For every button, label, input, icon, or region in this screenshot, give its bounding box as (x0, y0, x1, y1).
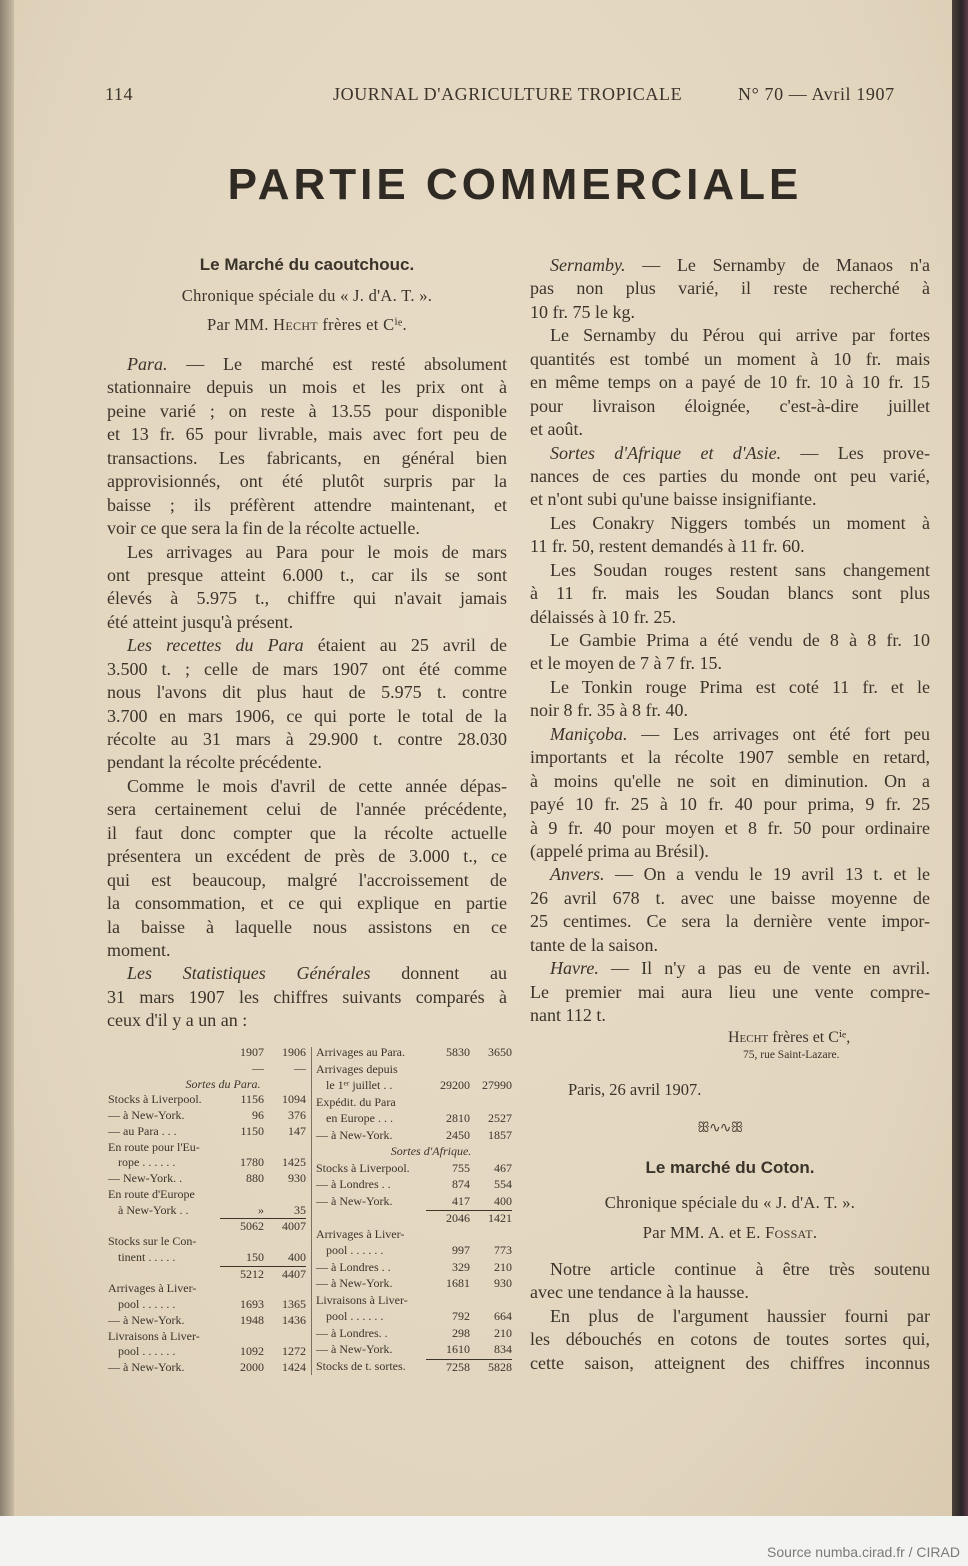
value-1906: 2527 (488, 1111, 512, 1125)
byline-prefix: Par MM. A. et E. (642, 1223, 761, 1242)
table-row (316, 1194, 512, 1211)
text-line: 3.500 t. ; celle de mars 1907 ont été comme (107, 658, 507, 679)
value-1907: 5062 (220, 1218, 264, 1234)
value-1907: 150 (246, 1249, 264, 1264)
line-text: — Il n'y a pas eu de vente en avril. (598, 958, 930, 979)
text-line: pendant la récolte précédente. (107, 752, 322, 773)
text-line: Le Sernamby du Pérou qui arrive par fortes (550, 325, 930, 346)
table-label: pool . . . . . . (326, 1243, 384, 1257)
table-row (316, 1260, 512, 1277)
text-line: Comme le mois d'avril de cette année dépas- (127, 775, 507, 796)
issue-info: N° 70 — Avril 1907 (738, 84, 895, 104)
table-row (316, 1045, 512, 1062)
text-line: qui est beaucoup, malgré l'accroissement de (107, 869, 507, 890)
table-row (108, 1297, 308, 1313)
value-1906: 1365 (282, 1297, 306, 1311)
table-row (108, 1171, 308, 1187)
table-label: Livraisons à Liver- (316, 1292, 408, 1307)
table-row (316, 1227, 512, 1244)
text-line: Notre article continue à être très soutenu (550, 1259, 930, 1279)
table-row (316, 1326, 512, 1343)
byline-prefix: Par MM. (207, 315, 269, 334)
value-1906: 930 (288, 1171, 306, 1185)
text-line: ceux d'il y a un an : (107, 1010, 248, 1031)
address: 75, rue Saint-Lazare. (743, 1049, 840, 1061)
table-row (316, 1359, 512, 1376)
value-1906: 930 (494, 1276, 512, 1290)
text-line: récolte au 31 mars à 29.900 t. contre 28.030 (107, 729, 507, 749)
value-1906: 1857 (488, 1127, 512, 1142)
text-line: Les arrivages au Para pour le mois de mars (127, 541, 507, 562)
byline-name: Hecht (273, 315, 318, 334)
value-1907: 1681 (446, 1276, 470, 1290)
text-line: sera certainement celui de l'année précédente, (107, 799, 507, 820)
value-1906: 210 (494, 1259, 512, 1274)
value-1906: 554 (494, 1177, 512, 1191)
table-label: Arrivages à Liver- (316, 1226, 405, 1241)
table-label: tinent . . . . . (118, 1249, 176, 1264)
table-row (316, 1161, 512, 1178)
value-1906: 1421 (468, 1210, 512, 1226)
text-line: baisse ; ils préfèrent attendre maintenant, et (107, 494, 507, 515)
text-line: 10 fr. 75 le kg. (530, 301, 635, 322)
text-line: délaissés à 10 fr. 25. (530, 606, 676, 627)
text-line: 11 fr. 50, restent demandés à 11 fr. 60. (530, 536, 805, 557)
text-line: élevés à 5.975 t., chiffre qui n'avait jamais (107, 588, 507, 609)
coton-text (530, 1258, 930, 1375)
italic-lead: Anvers. (550, 864, 605, 885)
value-1907: 880 (246, 1171, 264, 1185)
table-row (108, 1218, 308, 1234)
table-label: En route d'Europe (108, 1186, 195, 1201)
table-label: rope . . . . . . (118, 1155, 176, 1170)
table-label: Expédit. du Para (316, 1094, 396, 1109)
text-line: peine varié ; on reste à 13.55 pour disponible (107, 400, 507, 421)
text-line: ont presque atteint 6.000 t., car ils se sont (107, 564, 507, 585)
value-1907: 874 (452, 1177, 470, 1191)
value-1906: 834 (494, 1342, 512, 1356)
table-row (316, 1243, 512, 1260)
italic-lead: Les Statistiques Générales (127, 963, 371, 984)
text-line: 25 centimes. Ce sera la dernière vente impor- (530, 911, 930, 932)
text-line (530, 863, 930, 886)
value-1907: 2000 (240, 1360, 264, 1374)
table-label: — au Para . . . (108, 1123, 177, 1138)
text-line (530, 442, 930, 465)
line-text: — Le Sernamby de Manaos n'a (625, 255, 930, 275)
caoutchouc-heading: Le Marché du caoutchouc. (199, 255, 415, 274)
table-row (108, 1061, 308, 1077)
table-label: — à New-York. (316, 1127, 393, 1142)
italic-lead: Les recettes du Para (127, 635, 304, 656)
text-line: nant 112 t. (530, 1005, 606, 1025)
caoutchouc-byline (107, 315, 507, 335)
value-1906: 1436 (282, 1312, 306, 1327)
value-1906: 35 (294, 1202, 306, 1217)
value-1907: 1780 (240, 1155, 264, 1170)
text-line: transactions. Les fabricants, en général bien (107, 447, 507, 468)
table-row (316, 1095, 512, 1112)
signature-name: Hecht (728, 1029, 769, 1046)
value-1906: 4007 (262, 1218, 306, 1234)
table-label: Sortes du Para. (185, 1076, 261, 1091)
value-1907: 7258 (426, 1359, 470, 1375)
text-line (107, 353, 507, 376)
signature (728, 1027, 850, 1047)
table-label: — à Londres . . (316, 1177, 391, 1191)
table-row (108, 1281, 308, 1297)
byline-name: Fossat. (765, 1223, 818, 1242)
text-line: noir 8 fr. 35 à 8 fr. 40. (530, 700, 688, 721)
dateline: Paris, 26 avril 1907. (568, 1080, 702, 1099)
value-1906: 1906 (282, 1045, 306, 1059)
table-row (108, 1092, 308, 1108)
table-row (316, 1210, 512, 1227)
table-row (108, 1266, 308, 1282)
table-label: pool . . . . . . (326, 1309, 384, 1323)
coton-heading: Le marché du Coton. (645, 1158, 815, 1177)
left-column-text (107, 353, 507, 1033)
value-1907: 1948 (240, 1312, 264, 1327)
text-line: Le premier mai aura lieu une vente compre- (530, 981, 930, 1002)
italic-lead: Havre. (550, 958, 599, 979)
text-line: Le Gambie Prima a été vendu de 8 à 8 fr. 10 (550, 630, 930, 650)
table-section-heading (316, 1144, 512, 1161)
value-1907: 792 (452, 1309, 470, 1323)
value-1907: » (258, 1202, 264, 1217)
value-1907: 1610 (446, 1342, 470, 1356)
table-section-heading (108, 1077, 308, 1093)
table-label: — New-York. . (108, 1171, 183, 1185)
stats-table-right (316, 1045, 512, 1375)
table-row (108, 1045, 308, 1061)
right-column-text (530, 254, 930, 1027)
value-1906: — (294, 1060, 306, 1075)
value-1906: 1272 (282, 1344, 306, 1359)
text-line: et août. (530, 419, 583, 440)
value-1907: 997 (452, 1243, 470, 1257)
text-line: à 11 fr. mais les Soudan blancs sont plus (530, 583, 930, 604)
value-1907: 29200 (440, 1078, 470, 1092)
text-line: pas non plus varié, il reste recherché à (530, 278, 930, 299)
value-1907: 1693 (240, 1297, 264, 1311)
value-1907: — (252, 1060, 264, 1075)
table-row (316, 1062, 512, 1079)
table-row (108, 1140, 308, 1156)
source-credit: Source numba.cirad.fr / CIRAD (767, 1544, 960, 1560)
text-line: importants et la récolte 1907 semble en retard, (530, 747, 930, 768)
text-line: été atteint jusqu'à présent. (107, 611, 294, 632)
table-label: à New-York . . (118, 1202, 189, 1217)
text-line: En plus de l'argument haussier fourni par (550, 1305, 930, 1326)
value-1906: 27990 (482, 1078, 512, 1092)
journal-name: JOURNAL D'AGRICULTURE TROPICALE (333, 84, 683, 104)
table-label: Livraisons à Liver- (108, 1328, 200, 1343)
table-label: En route pour l'Eu- (108, 1139, 200, 1154)
line-text: — Le marché est resté absolument (167, 354, 507, 374)
text-line: les débouchés en cotons de toutes sortes qui, (530, 1329, 930, 1350)
value-1907: 96 (252, 1108, 264, 1122)
text-line: 3.700 en mars 1906, ce qui porte le total de la (107, 705, 507, 726)
text-line: Les Conakry Niggers tombés un moment à (550, 512, 930, 533)
value-1906: 376 (288, 1108, 306, 1122)
text-line: (appelé prima au Brésil). (530, 840, 709, 861)
table-row (316, 1128, 512, 1145)
italic-lead: Sortes d'Afrique et d'Asie. (550, 442, 782, 463)
text-line: voir ce que sera la fin de la récolte actuelle. (107, 518, 420, 539)
text-line: à moins qu'elle ne soit en diminution. On a (530, 770, 930, 791)
value-1907: 1150 (240, 1123, 264, 1138)
book-binding (952, 0, 968, 1516)
table-row (108, 1203, 308, 1219)
table-row (316, 1342, 512, 1359)
value-1907: 1907 (240, 1045, 264, 1059)
value-1906: 210 (494, 1325, 512, 1340)
text-line: à 9 fr. 40 pour moyen et 8 fr. 50 pour ordinaire (530, 817, 930, 838)
table-row (316, 1078, 512, 1095)
value-1906: 1424 (282, 1360, 306, 1374)
table-label: Stocks à Liverpool. (316, 1160, 410, 1175)
text-line: moment. (107, 939, 171, 960)
text-line: approvisionnés, ont été plutôt surpris par la (107, 471, 507, 492)
line-text: étaient au 25 avril de (303, 635, 507, 656)
table-label: Stocks à Liverpool. (108, 1092, 202, 1107)
text-line: et le moyen de 7 à 7 fr. 15. (530, 653, 722, 674)
table-row (108, 1187, 308, 1203)
value-1907: 5830 (446, 1045, 470, 1059)
table-label: — à New-York. (316, 1276, 393, 1290)
value-1907: 2046 (426, 1210, 470, 1226)
value-1907: 298 (452, 1325, 470, 1340)
value-1907: 5212 (220, 1266, 264, 1282)
table-label: — à New-York. (316, 1342, 393, 1356)
byline-suffix: frères et Cⁱᵉ. (322, 315, 407, 334)
text-line: 31 mars 1907 les chiffres suivants comparés à (107, 986, 507, 1007)
table-label: pool . . . . . . (118, 1344, 176, 1359)
text-line (530, 254, 930, 277)
signature-suffix: frères et Cⁱᵉ, (772, 1029, 851, 1046)
text-line (530, 957, 930, 980)
value-1907: 1156 (240, 1092, 264, 1107)
table-row (108, 1108, 308, 1124)
table-label: Sortes d'Afrique. (390, 1144, 472, 1158)
page-title: PARTIE COMMERCIALE (227, 160, 803, 209)
text-line: il faut donc compter que la récolte actuelle (107, 822, 507, 843)
table-label: — à Londres. . (316, 1325, 388, 1340)
text-line: quantités est tombé un moment à 10 fr. mais (530, 348, 930, 369)
table-divider (311, 1047, 312, 1375)
value-1906: 664 (494, 1309, 512, 1323)
table-label: pool . . . . . . (118, 1297, 176, 1311)
line-text: donnent au (370, 963, 507, 984)
value-1906: 400 (288, 1249, 306, 1264)
value-1907: 2810 (446, 1111, 470, 1125)
value-1906: 467 (494, 1160, 512, 1175)
line-text: — On a vendu le 19 avril 13 t. et le (604, 864, 930, 885)
table-label: — à New-York. (108, 1360, 185, 1374)
value-1907: 1092 (240, 1344, 264, 1359)
text-line: tante de la saison. (530, 934, 658, 955)
italic-lead: Maniçoba. (550, 723, 628, 744)
table-row (316, 1293, 512, 1310)
table-row (108, 1313, 308, 1329)
stats-table-left (108, 1045, 308, 1376)
italic-lead: Sernamby. (550, 255, 626, 275)
text-line: Les Soudan rouges restent sans changement (550, 559, 930, 580)
table-row (108, 1329, 308, 1345)
value-1907: 2450 (446, 1127, 470, 1142)
text-line: avec une tendance à la hausse. (530, 1282, 749, 1303)
value-1906: 1094 (282, 1092, 306, 1107)
caoutchouc-chronicle: Chronique spéciale du « J. d'A. T. ». (181, 286, 433, 305)
text-line: Le Tonkin rouge Prima est coté 11 fr. et le (550, 676, 930, 697)
value-1906: 400 (494, 1193, 512, 1208)
table-row (108, 1234, 308, 1250)
table-label: — à Londres . . (316, 1259, 391, 1274)
value-1907: 329 (452, 1259, 470, 1274)
value-1906: 4407 (262, 1266, 306, 1282)
table-label: Arrivages à Liver- (108, 1281, 197, 1296)
table-row (316, 1309, 512, 1326)
text-line: pour livraison éloignée, c'est-à-dire juillet (530, 395, 930, 416)
line-text: — Les prove- (781, 442, 931, 463)
coton-chronicle: Chronique spéciale du « J. d'A. T. ». (604, 1193, 856, 1212)
page-edge (0, 0, 14, 1516)
text-line: en même temps on a payé de 10 fr. 10 à 10 fr. 15 (530, 372, 930, 393)
text-line (107, 962, 507, 985)
text-line: nances de ces parties du monde ont peu varié, (530, 465, 930, 486)
value-1907: 417 (452, 1193, 470, 1208)
table-row (108, 1250, 308, 1266)
table-label: Arrivages depuis (316, 1061, 398, 1076)
coton-byline (530, 1223, 930, 1243)
text-line: et 13 fr. 65 pour livrable, mais avec fort peu de (107, 424, 507, 445)
table-label: en Europe . . . (326, 1111, 393, 1125)
ornament-icon: ꕥ∿∿ꕥ (697, 1121, 743, 1136)
table-label: Stocks de t. sortes. (316, 1358, 406, 1373)
table-label: Arrivages au Para. (316, 1045, 405, 1059)
value-1906: 3650 (488, 1045, 512, 1059)
line-text: — Les arrivages ont été fort peu (627, 723, 930, 744)
text-line: nous l'avons dit plus haut de 5.975 t. contre (107, 682, 507, 703)
table-row (316, 1111, 512, 1128)
text-line: cette saison, atteignent des chiffres inconnus (530, 1352, 930, 1373)
italic-lead: Para. (127, 354, 168, 374)
text-line (530, 723, 930, 746)
text-line: présentera un excédent de près de 3.000 t., ce (107, 846, 507, 867)
text-line: stationnaire depuis un mois et les prix ont à (107, 377, 507, 398)
table-row (108, 1344, 308, 1360)
text-line: la consommation, et ce qui explique en partie (107, 893, 507, 914)
table-row (316, 1276, 512, 1293)
page-number: 114 (105, 84, 134, 104)
value-1907: 755 (452, 1160, 470, 1175)
table-label: — à New-York. (108, 1312, 185, 1327)
table-row (108, 1124, 308, 1140)
table-label: — à New-York. (108, 1108, 185, 1122)
table-label: Stocks sur le Con- (108, 1234, 197, 1248)
value-1906: 1425 (282, 1155, 306, 1170)
value-1906: 773 (494, 1243, 512, 1257)
value-1906: 5828 (468, 1359, 512, 1375)
table-row (108, 1360, 308, 1376)
text-line: et n'ont subi qu'une baisse insignifiante. (530, 489, 817, 510)
table-row (108, 1155, 308, 1171)
text-line: payé 10 fr. 25 à 10 fr. 40 pour prima, 9 fr. 25 (530, 794, 930, 815)
text-line: 26 avril 678 t. avec une baisse moyenne de (530, 887, 930, 908)
value-1906: 147 (288, 1123, 306, 1138)
text-line (107, 634, 507, 657)
table-label: le 1ᵉʳ juillet . . (326, 1078, 393, 1092)
table-label: — à New-York. (316, 1193, 393, 1208)
table-row (316, 1177, 512, 1194)
text-line: la baisse à laquelle nous assistons en ce (107, 916, 507, 937)
